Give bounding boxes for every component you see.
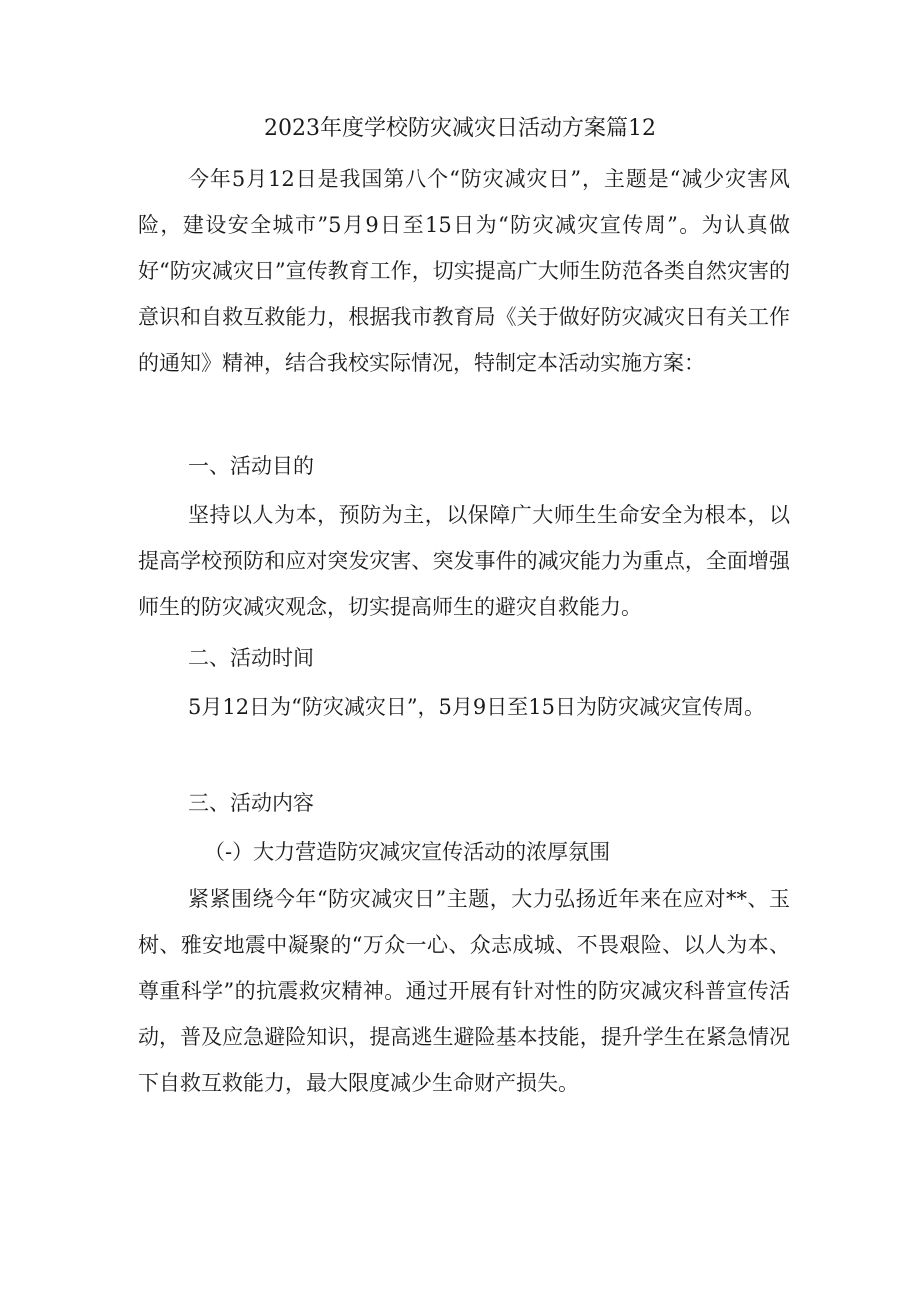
section2-heading: 二、活动时间 bbox=[188, 646, 314, 670]
section2-paragraph: 5月12日为“防灾减灾日”，5月9日至15日为防灾减灾宣传周。 bbox=[188, 695, 765, 719]
section1-paragraph: 坚持以人为本，预防为主，以保障广大师生生命安全为根本，以提高学校预防和应对突发灾害、突发事件的减灾能力为重点，全面增强师生的防灾减灾观念，切实提高师生的避灾自救能力。 bbox=[138, 503, 790, 619]
section3-heading: 三、活动内容 bbox=[188, 791, 314, 815]
section3-subheading-1: （-）大力营造防灾减灾宣传活动的浓厚氛围 bbox=[204, 840, 611, 864]
section3-sub1-paragraph: 紧紧围绕今年“防灾减灾日”主题，大力弘扬近年来在应对**、玉树、雅安地震中凝聚的“万众一心、众志成城、不畏艰险、以人为本、尊重科学”的抗震救灾精神。通过开展有针对性的防灾减灾科普宣传活动，普及应急避险知识，提高逃生避险基本技能，提升学生在紧急情况下自救互救能力，最大限度减少生命财产损失。 bbox=[138, 887, 790, 1095]
section1-heading: 一、活动目的 bbox=[188, 454, 314, 478]
intro-paragraph: 今年5月12日是我国第八个“防灾减灾日”，主题是“减少灾害风险，建设安全城市”5月9日至15日为“防灾减灾宣传周”。为认真做好“防灾减灾日”宣传教育工作，切实提高广大师生防范各类自然灾害的意识和自救互救能力，根据我市教育局《关于做好防灾减灾日有关工作的通知》精神，结合我校实际情况，特制定本活动实施方案： bbox=[138, 167, 790, 375]
document-title: 2023年度学校防灾减灾日活动方案篇12 bbox=[264, 116, 656, 141]
